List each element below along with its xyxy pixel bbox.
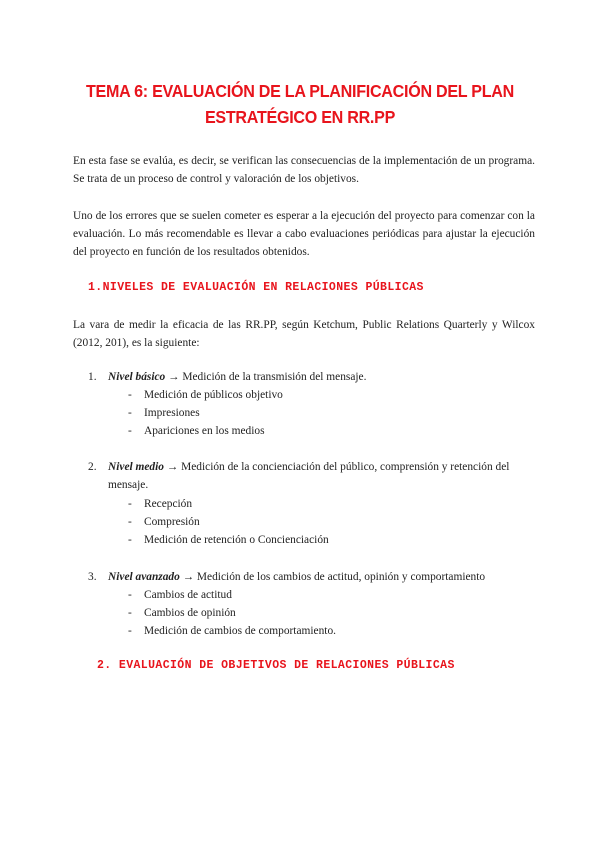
level-2 bbox=[88, 458, 531, 494]
list-item: - Compresión bbox=[128, 516, 200, 528]
list-item: - Impresiones bbox=[128, 407, 200, 419]
title-line-1: TEMA 6: EVALUACIÓN DE LA PLANIFICACIÓN DEL PLAN bbox=[85, 81, 515, 101]
list-item: - Cambios de opinión bbox=[128, 607, 236, 619]
document-title bbox=[79, 78, 521, 130]
level-3-number: 3. bbox=[88, 571, 97, 583]
level-2-name: Nivel medio bbox=[108, 461, 164, 473]
level-1-description: → Medición de la transmisión del mensaje. bbox=[168, 371, 367, 383]
list-item: - Apariciones en los medios bbox=[128, 425, 265, 437]
section-1-heading: 1.NIVELES DE EVALUACIÓN EN RELACIONES PÚBLICAS bbox=[88, 281, 424, 294]
list-item: - Medición de cambios de comportamiento. bbox=[128, 625, 337, 637]
level-1-name: Nivel básico bbox=[108, 371, 166, 383]
level-3 bbox=[88, 568, 531, 586]
level-3-description: → Medición de los cambios de actitud, opinión y comportamiento bbox=[182, 571, 486, 583]
intro-paragraph-2: Uno de los errores que se suelen cometer es esperar a la ejecución del proyecto para comenzar con la evaluación. Lo más recomendable es llevar a cabo evaluaciones periódicas para ajustar la ejecución del proyecto en función de los resultados obtenidos. bbox=[73, 210, 535, 258]
level-1 bbox=[88, 368, 531, 386]
title-line-2: ESTRATÉGICO EN RR.PP bbox=[204, 107, 396, 127]
list-item: - Recepción bbox=[128, 498, 193, 510]
list-item: - Medición de públicos objetivo bbox=[128, 389, 283, 401]
level-2-number: 2. bbox=[88, 461, 97, 473]
section-1-intro: La vara de medir la eficacia de las RR.PP, según Ketchum, Public Relations Quarterly y Wilcox (2012, 201), es la siguiente: bbox=[73, 319, 535, 349]
level-1-number: 1. bbox=[88, 371, 97, 383]
level-2-description: → Medición de la concienciación del público, comprensión y retención del mensaje. bbox=[108, 461, 510, 491]
intro-paragraph-1: En esta fase se evalúa, es decir, se verifican las consecuencias de la implementación de un programa. Se trata de un proceso de control y valoración de los objetivos. bbox=[73, 155, 535, 185]
list-item: - Medición de retención o Concienciación bbox=[128, 534, 329, 546]
level-3-name: Nivel avanzado bbox=[108, 571, 180, 583]
list-item: - Cambios de actitud bbox=[128, 589, 232, 601]
section-2-heading: 2. EVALUACIÓN DE OBJETIVOS DE RELACIONES PÚBLICAS bbox=[97, 659, 455, 672]
